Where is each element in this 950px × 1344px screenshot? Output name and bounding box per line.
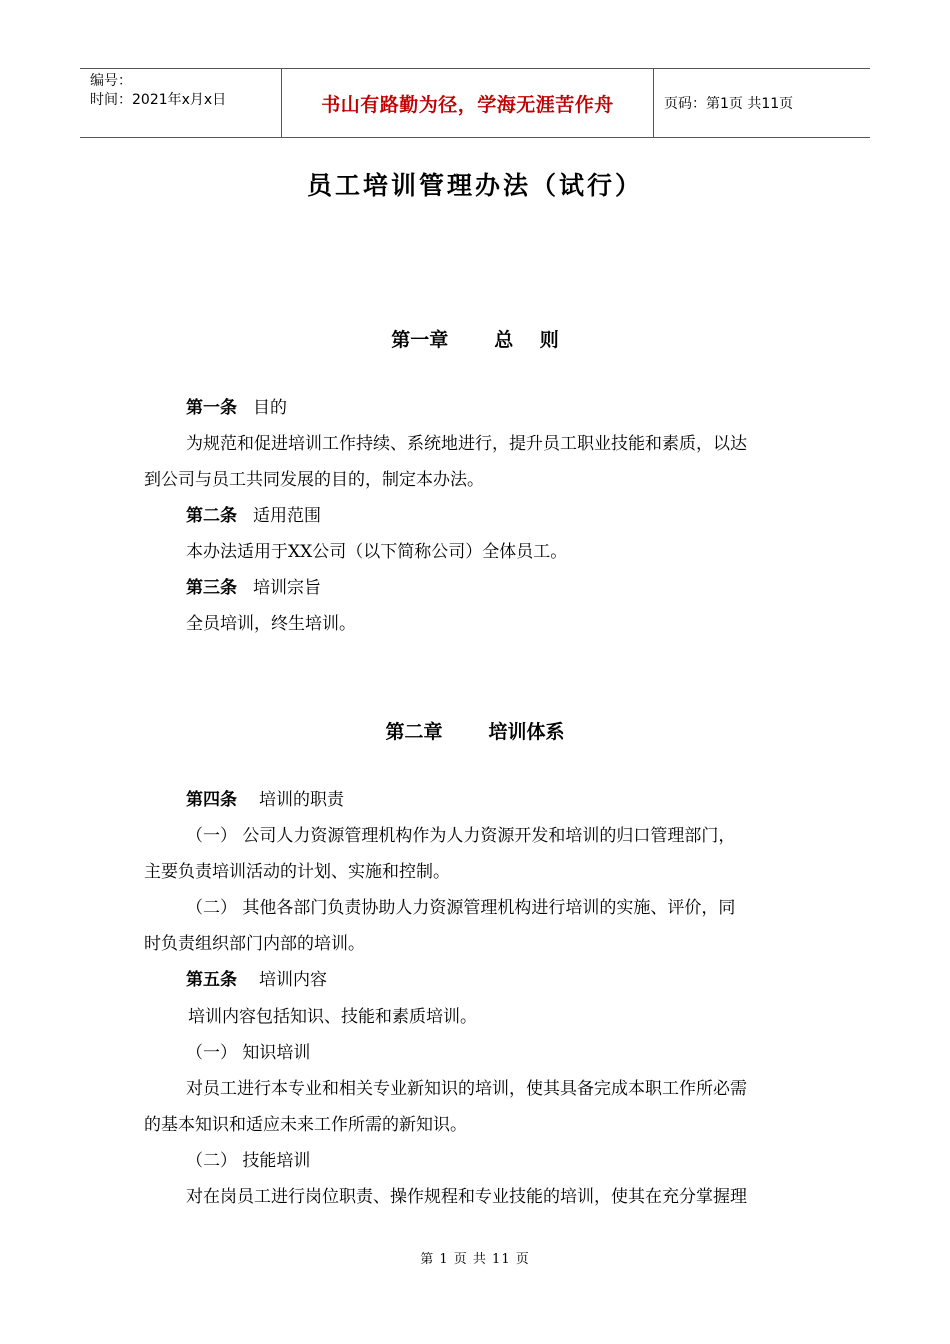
article-4-heading bbox=[186, 790, 344, 810]
paragraph-line: 的基本知识和适应未来工作所需的新知识。 bbox=[144, 1115, 467, 1135]
paragraph-line: 对在岗员工进行岗位职责、操作规程和专业技能的培训，使其在充分掌握理 bbox=[186, 1187, 747, 1207]
paragraph-line: 对员工进行本专业和相关专业新知识的培训，使其具备完成本职工作所必需 bbox=[186, 1079, 747, 1099]
paragraph-line: 培训内容包括知识、技能和素质培训。 bbox=[188, 1007, 477, 1027]
article-2-heading bbox=[186, 506, 321, 526]
paragraph-line: 主要负责培训活动的计划、实施和控制。 bbox=[144, 862, 450, 882]
chapter-1-name: 总 则 bbox=[494, 329, 559, 351]
paragraph-line: （二） 技能培训 bbox=[186, 1151, 311, 1171]
article-3-heading bbox=[186, 578, 321, 598]
header-page-info: 页码：第1页 共11页 bbox=[664, 96, 794, 112]
chapter-2-label: 第二章 bbox=[385, 721, 443, 743]
paragraph-line: 时负责组织部门内部的培训。 bbox=[144, 934, 365, 954]
article-label: 第二条 bbox=[186, 506, 237, 526]
paragraph-line: 本办法适用于XX公司（以下简称公司）全体员工。 bbox=[186, 542, 568, 562]
page-footer: 第 1 页 共 11 页 bbox=[420, 1252, 530, 1267]
chapter-1-label: 第一章 bbox=[391, 329, 449, 351]
article-title: 适用范围 bbox=[253, 506, 321, 526]
article-label: 第三条 bbox=[186, 578, 237, 598]
article-title: 目的 bbox=[253, 398, 287, 418]
paragraph-line: 为规范和促进培训工作持续、系统地进行，提升员工职业技能和素质，以达 bbox=[186, 434, 747, 454]
paragraph-line: 全员培训，终生培训。 bbox=[186, 614, 356, 634]
paragraph-line: （一） 知识培训 bbox=[186, 1043, 311, 1063]
article-title: 培训内容 bbox=[259, 970, 327, 990]
chapter-2-name: 培训体系 bbox=[488, 721, 565, 743]
document-title: 员工培训管理办法（试行） bbox=[306, 171, 643, 200]
paragraph-line: 到公司与员工共同发展的目的，制定本办法。 bbox=[144, 470, 484, 490]
paragraph-line: （一） 公司人力资源管理机构作为人力资源开发和培训的归口管理部门， bbox=[186, 826, 736, 846]
header-meta bbox=[80, 69, 281, 137]
article-title: 培训的职责 bbox=[259, 790, 344, 810]
page-header bbox=[80, 68, 870, 138]
article-label: 第五条 bbox=[186, 970, 237, 990]
chapter-2-heading bbox=[0, 717, 950, 744]
document-number-label: 编号： bbox=[90, 73, 132, 89]
document-time-label: 时间：2021年x月x日 bbox=[90, 92, 227, 108]
header-motto: 书山有路勤为径，学海无涯苦作舟 bbox=[281, 69, 654, 137]
article-title: 培训宗旨 bbox=[253, 578, 321, 598]
article-5-heading bbox=[186, 970, 327, 990]
article-label: 第四条 bbox=[186, 790, 237, 810]
article-1-heading bbox=[186, 398, 287, 418]
chapter-1-heading bbox=[0, 325, 950, 352]
article-label: 第一条 bbox=[186, 398, 237, 418]
paragraph-line: （二） 其他各部门负责协助人力资源管理机构进行培训的实施、评价，同 bbox=[186, 898, 736, 918]
